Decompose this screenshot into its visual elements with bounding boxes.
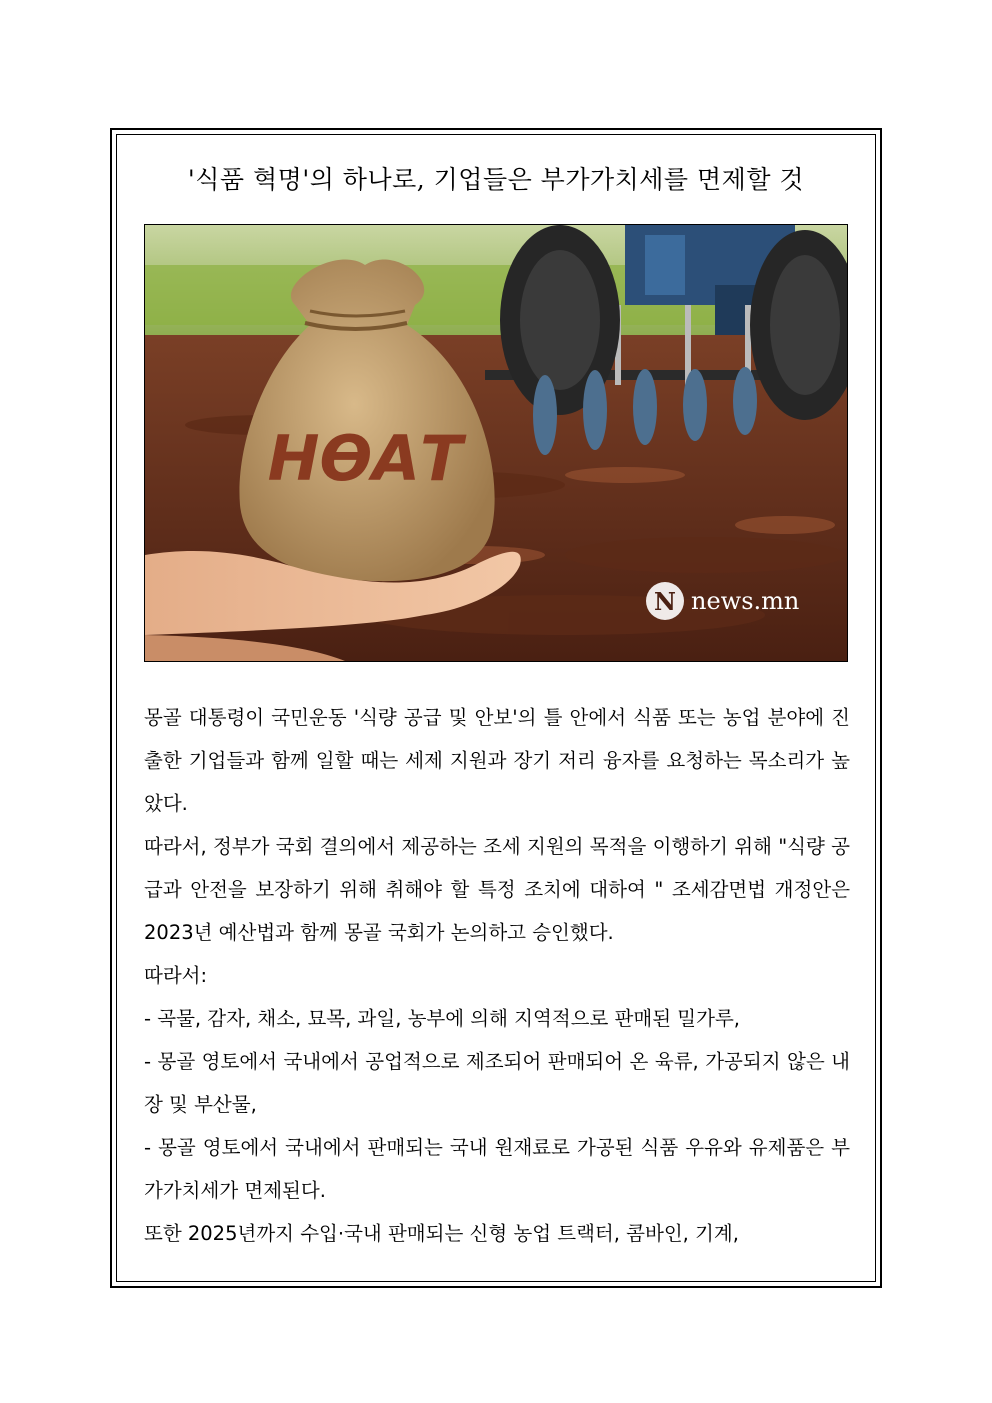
article-photo — [144, 224, 848, 662]
article-body — [144, 696, 850, 1255]
paragraph-2: 따라서, 정부가 국회 결의에서 제공하는 조세 지원의 목적을 이행하기 위해 "식량 공급과 안전을 보장하기 위해 취해야 할 특정 조치에 대하여 " 조세감면법 개정안은 2023년 예산법과 함께 몽골 국회가 논의하고 승인했다. — [144, 835, 850, 944]
paragraph-1: 몽골 대통령이 국민운동 '식량 공급 및 안보'의 틀 안에서 식품 또는 농업 분야에 진출한 기업들과 함께 일할 때는 세제 지원과 장기 저리 융자를 요청하는 목소리가 높았다. — [144, 706, 850, 815]
article-title: '식품 혁명'의 하나로, 기업들은 부가가치세를 면제할 것 — [187, 165, 805, 194]
news-logo-icon: N — [654, 587, 676, 616]
bag-label: НӨАТ — [267, 422, 463, 495]
paragraph-closing: 또한 2025년까지 수입·국내 판매되는 신형 농업 트랙터, 콤바인, 기계, — [144, 1222, 739, 1245]
paragraph-3: 따라서: — [144, 964, 208, 987]
list-item: - 몽골 영토에서 국내에서 공업적으로 제조되어 판매되어 온 육류, 가공되지 않은 내장 및 부산물, — [144, 1050, 850, 1116]
list-item: - 몽골 영토에서 국내에서 판매되는 국내 원재료로 가공된 식품 우유와 유제품은 부가가치세가 면제된다. — [144, 1136, 850, 1202]
watermark-text: news.mn — [691, 587, 800, 615]
list-item: - 곡물, 감자, 채소, 묘목, 과일, 농부에 의해 지역적으로 판매된 밀가루, — [144, 1007, 740, 1030]
